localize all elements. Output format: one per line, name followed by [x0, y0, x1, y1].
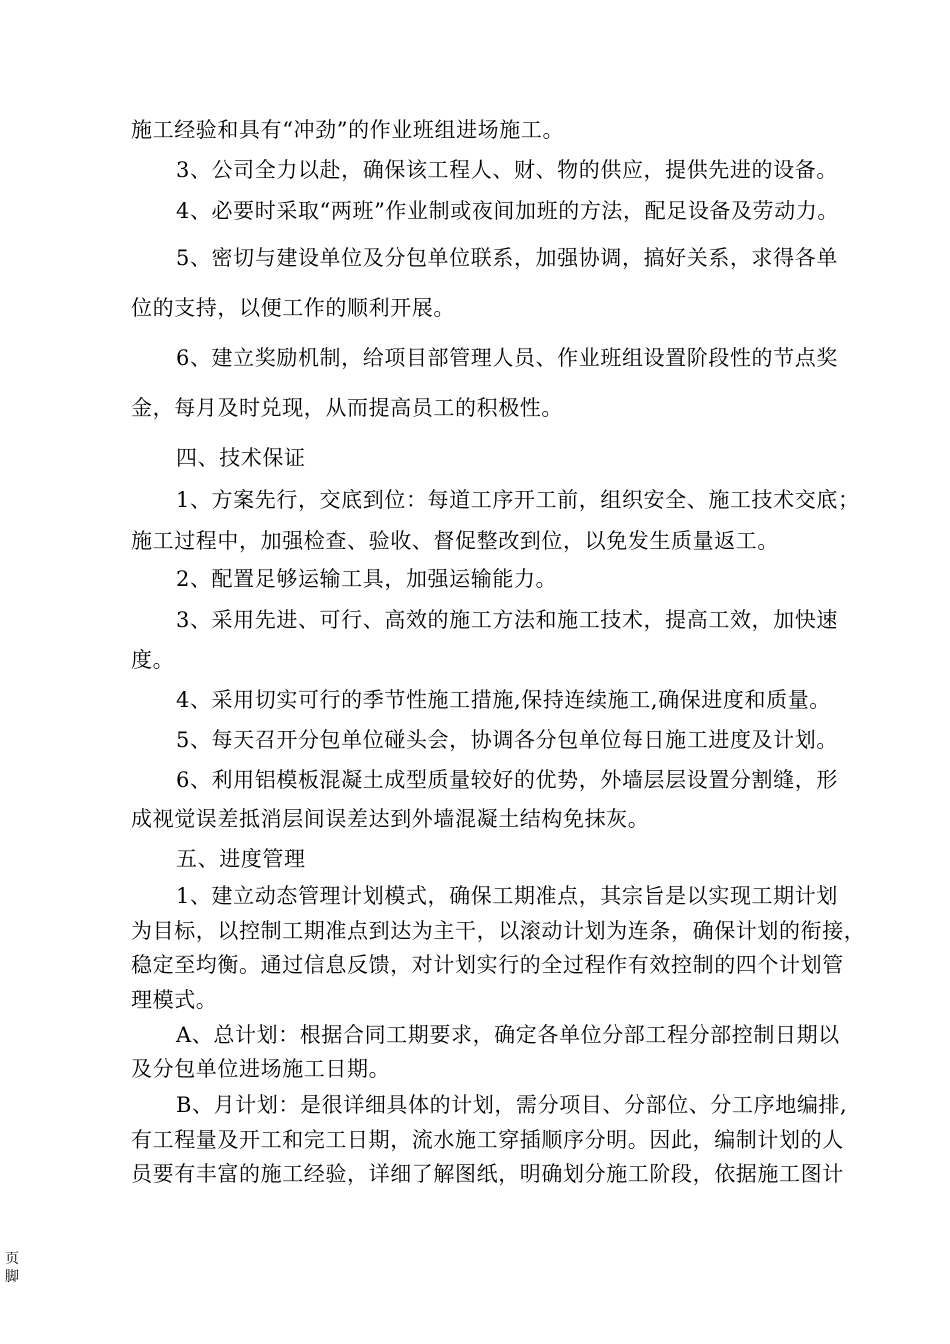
- text-line: 1、建立动态管理计划模式，确保工期准点，其宗旨是以实现工期计划: [176, 884, 838, 908]
- section-heading: 四、技术保证: [176, 446, 306, 470]
- text-line: B、月计划：是很详细具体的计划，需分项目、分部位、分工序地编排,: [176, 1093, 848, 1117]
- text-line: 5、每天召开分包单位碰头会，协调各分包单位每日施工进度及计划。: [176, 728, 838, 752]
- text-line: 位的支持，以便工作的顺利开展。: [131, 296, 455, 320]
- text-line: 施工经验和具有“冲劲”的作业班组进场施工。: [131, 118, 565, 142]
- section-heading: 五、进度管理: [176, 847, 306, 871]
- text-line: A、总计划：根据合同工期要求，确定各单位分部工程分部控制日期以: [176, 1023, 840, 1047]
- text-line: 3、公司全力以赴，确保该工程人、财、物的供应，提供先进的设备。: [176, 158, 838, 182]
- text-line: 金，每月及时兑现，从而提高员工的积极性。: [131, 396, 563, 420]
- text-line: 及分包单位进场施工日期。: [131, 1057, 391, 1081]
- text-line: 4、必要时采取“两班”作业制或夜间加班的方法，配足设备及劳动力。: [176, 199, 840, 223]
- text-line: 成视觉误差抵消层间误差达到外墙混凝土结构免抹灰。: [131, 807, 650, 831]
- text-line: 有工程量及开工和完工日期，流水施工穿插顺序分明。因此，编制计划的人: [131, 1128, 844, 1152]
- text-line: 6、建立奖励机制，给项目部管理人员、作业班组设置阶段性的节点奖: [176, 346, 838, 370]
- text-line: 6、利用铝模板混凝土成型质量较好的优势，外墙层层设置分割缝，形: [176, 768, 838, 792]
- text-line: 3、采用先进、可行、高效的施工方法和施工技术，提高工效，加快速: [176, 608, 838, 632]
- text-line: 稳定至均衡。通过信息反馈，对计划实行的全过程作有效控制的四个计划管: [131, 953, 844, 977]
- text-line: 2、配置足够运输工具，加强运输能力。: [176, 567, 558, 591]
- text-line: 1、方案先行，交底到位：每道工序开工前，组织安全、施工技术交底；: [176, 488, 860, 512]
- text-line: 理模式。: [131, 988, 218, 1012]
- page-footer: 页脚: [5, 1251, 19, 1285]
- text-line: 施工过程中，加强检查、验收、督促整改到位，以免发生质量返工。: [131, 529, 779, 553]
- text-line: 员要有丰富的施工经验，详细了解图纸，明确划分施工阶段，依据施工图计: [131, 1162, 844, 1186]
- text-line: 度。: [131, 648, 175, 672]
- text-line: 为目标，以控制工期准点到达为主干，以滚动计划为连条，确保计划的衔接，: [131, 919, 866, 943]
- text-line: 4、采用切实可行的季节性施工措施,保持连续施工,确保进度和质量。: [176, 688, 831, 712]
- text-line: 5、密切与建设单位及分包单位联系，加强协调，搞好关系，求得各单: [176, 246, 838, 270]
